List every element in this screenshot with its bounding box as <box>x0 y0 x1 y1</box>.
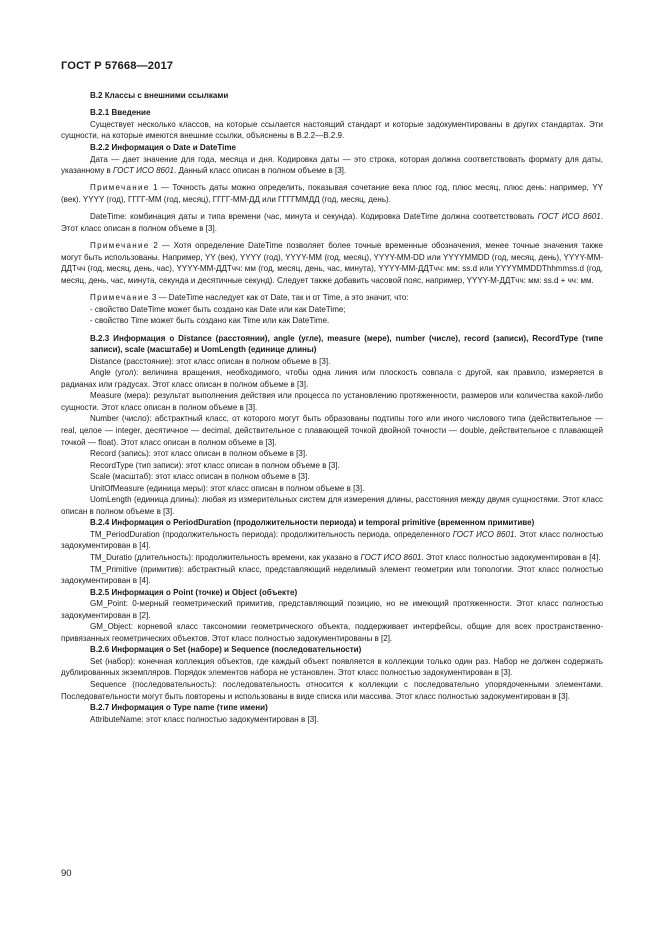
note-3-list-item: - свойство DateTime может быть создано как Date или как DateTime; <box>90 304 346 314</box>
section-b22-paragraph-date <box>61 154 603 177</box>
note-text: 2 — Хотя определение DateTime позволяет более точные временные обозначения, менее точные значения также могут быть использованы. Например, YY (век), YYYY (год), YYYY-MM (год, месяц), YYYY-MM-DD или YYYYMMDD (год, месяц, день), YYYY-ММ-ДДТчч (год, месяц, день, час), YYYY-ММ-ДДТчч: мм (год, месяц, день, час, минута), YYYY-ММ-ДДТчч: мм: ss.d или YYYYMMDDThhmmss.d (год, месяц, день, час, минута, секунда и десятичные секунд). Следует также добавить часовой пояс, например, YYYY-М-ДДТчч: мм: ss.d + чч: мм. <box>61 241 603 285</box>
paragraph: Angle (угол): величина вращения, необходимого, чтобы одна линия или плоскость совпала с другой, как правило, измеряется в радианах или градусах. Этот класс описан в полном объеме в [3]. <box>61 368 603 389</box>
section-b2-heading: В.2 Классы с внешними ссылками <box>90 91 229 100</box>
section-b21-heading: В.2.1 Введение <box>90 108 151 118</box>
paragraph: Sequence (последовательность): последовательность относится к коллекции с последовательно упорядоченными элементами. Последовательности могут быть повторены и использованы в виде списка или массива. Этот класс полностью задокументирован в [3]. <box>61 680 603 701</box>
document-body <box>61 90 603 725</box>
paragraph: Number (число): абстрактный класс, от которого могут быть образованы подтипы того или иного числового типа (действительное — real, целое — integer, десятичное — decimal, действительное с плавающей точкой двойной точности — double, действительное с плавающей точкой — float). Этот класс описан в полном объеме в [3]. <box>61 414 603 447</box>
text: . Данный класс описан в полном объеме в [3]. <box>173 166 347 176</box>
standard-reference: ГОСТ ИСО 8601 <box>360 553 422 563</box>
text: . Этот класс описан в полном объеме в [3]. <box>61 212 604 233</box>
text: Дата — дает значение для года, месяца и дня. Кодировка даты — это строка, которая должна соответствовать формату для даты, указанному в <box>61 154 603 176</box>
text: TM_PeriodDuration (продолжительность периода): продолжительность периода, определенного <box>90 529 453 539</box>
paragraph: AttributeName: этот класс полностью задокументирован в [3]. <box>90 714 319 724</box>
text: TM_Duratio (длительность): продолжительность времени, как указано в <box>90 553 361 563</box>
note-text: 3 — DateTime наследует как от Date, так и от Time, а это значит, что: <box>149 293 409 303</box>
section-b27-heading: В.2.7 Информация о Type name (типе имени) <box>90 703 268 713</box>
text: DateTime: комбинация даты и типа времени (час, минута и секунда). Кодировка DateTime должна соответствовать <box>90 212 538 222</box>
section-b26-heading: В.2.6 Информация о Set (наборе) и Sequence (последовательности) <box>90 645 362 655</box>
note-label: Примечание <box>90 241 150 251</box>
paragraph: Distance (расстояние): этот класс описан в полном объеме в [3]. <box>90 356 331 366</box>
page-number: 90 <box>61 868 72 879</box>
section-b22-heading: В.2.2 Информация о Date и DateTime <box>90 142 237 152</box>
paragraph: Record (запись): этот класс описан в полном объеме в [3]. <box>90 449 308 459</box>
paragraph: GM_Point: 0-мерный геометрический примитив, представляющий позицию, но не имеющий протяженности. Этот класс полностью задокументирован в [2]. <box>61 599 603 620</box>
note-3-list-item: - свойство Time может быть создано как Time или как DateTime. <box>90 316 330 326</box>
note-label: Примечание <box>90 183 150 193</box>
paragraph: UnitOfMeasure (единица меры): этот класс описан в полном объеме в [3]. <box>90 483 365 493</box>
section-b21-paragraph: Существует несколько классов, на которые ссылается настоящий стандарт и которые задокументированы в других стандартах. Эти сущности, на которые имеются внешние ссылки, объяснены в В.2.2—В.2.9. <box>61 119 603 141</box>
standard-reference: ГОСТ ИСО 8601 <box>537 212 601 222</box>
note-3 <box>61 292 603 304</box>
paragraph <box>61 529 603 552</box>
paragraph: UomLength (единица длины): любая из измерительных систем для измерения длины, расстояния между двумя сущностями. Этот класс описан в полном объеме в [3]. <box>61 495 603 516</box>
section-b25-heading: В.2.5 Информация о Point (точке) и Object (объекте) <box>90 587 298 597</box>
paragraph: TM_Primitive (примитив): абстрактный класс, представляющий неделимый элемент геометрии или топологии. Этот класс полностью задокументирован в [4]. <box>61 564 603 586</box>
paragraph: GM_Object: корневой класс таксономии геометрического объекта, поддерживает интерфейсы, общие для всех пространственно-привязанных геометрических объектов. Этот класс полностью задокументированы в [2]. <box>61 622 603 643</box>
document-header: ГОСТ Р 57668—2017 <box>61 60 174 72</box>
section-b23-heading: В.2.3 Информация о Distance (расстоянии), angle (угле), measure (мере), number (числе), record (записи), RecordType (типе записи), scale (масштабе) и UomLength (единице длины) <box>90 333 603 355</box>
paragraph: Scale (масштаб): этот класс описан в полном объеме в [3]. <box>90 472 310 482</box>
note-1 <box>61 182 603 205</box>
section-b24-heading: В.2.4 Информация о PeriodDuration (продолжительности периода) и temporal primitive (временном примитиве) <box>90 518 535 528</box>
section-b22-paragraph-datetime <box>61 211 603 234</box>
note-text: 1 — Точность даты можно определить, показывая сочетание века плюс год, плюс месяц, плюс день: например, YY (век). YYYY (год), ГГГГ-ММ (год, месяц), ГГГГ-ММ-ДД или ГГГГММДД (год, месяц, день). <box>61 183 603 204</box>
paragraph: RecordType (тип записи): этот класс описан в полном объеме в [3]. <box>90 460 340 470</box>
paragraph: Measure (мера): результат выполнения действия или процесса по установлению протяженности, размеров или количества какой-либо сущности. Этот класс описан в полном объеме в [3]. <box>61 391 603 412</box>
paragraph: Set (набор): конечная коллекция объектов, где каждый объект появляется в коллекции только один раз. Набор не должен содержать дублированных экземпляров. Порядок элементов набора не установлен. Этот класс полностью задокументирован в [3]. <box>61 656 603 678</box>
note-2 <box>61 240 603 286</box>
text: . Этот класс полностью задокументирован в [4]. <box>61 529 603 551</box>
note-label: Примечание <box>90 293 150 303</box>
paragraph <box>61 552 603 564</box>
text: . Этот класс полностью задокументирован в [4]. <box>421 553 601 563</box>
standard-reference: ГОСТ ИСО 8601 <box>452 529 515 539</box>
standard-reference: ГОСТ ИСО 8601 <box>113 166 174 176</box>
